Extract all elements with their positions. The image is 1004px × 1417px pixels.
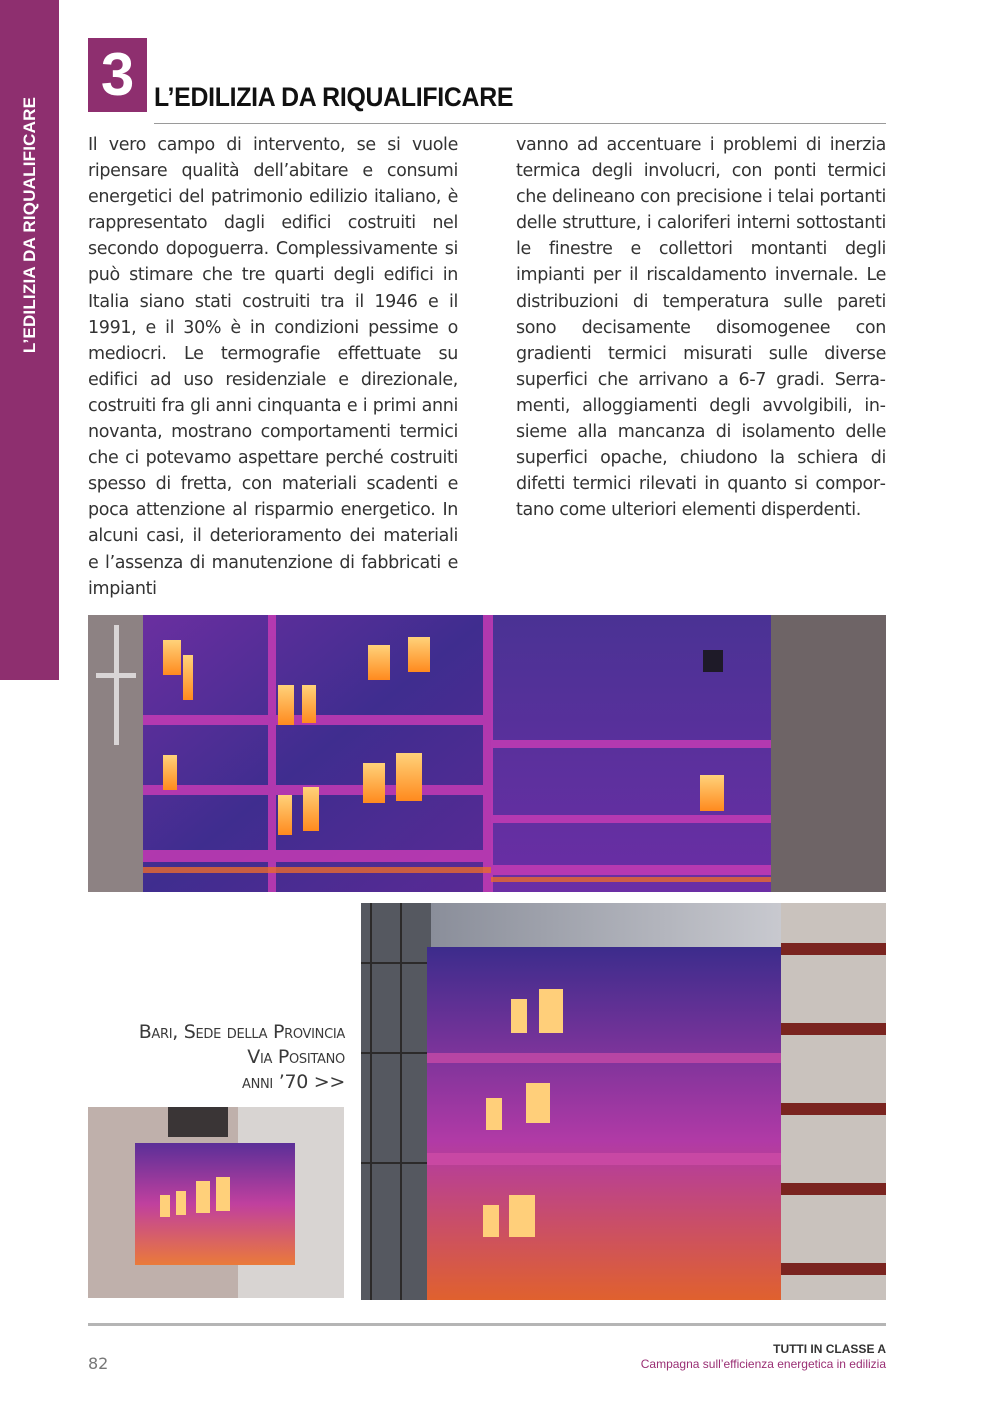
- body-text-left-column: Il vero campo di intervento, se si vuole ripensare qualità dell’abitare e consumi energetici del patrimonio edilizio italiano, è rappresentato dagli edifici costruiti nel secondo dopoguerra. Complessivamente si può stimare che tre quarti degli edifici in Italia siano stati costruiti tra il 1946 e il 1991, e il 30% è in condizioni pessime o mediocri. Le termografie effettuate su edifici ad uso residenziale e direzionale, costruiti fra gli anni cinquanta e i primi anni novanta, mostrano comportamenti termici che ci potevamo aspettare perché costruiti spesso di fretta, con materiali scadenti e poca attenzione al risparmio energetico. In alcuni casi, il deterioramento dei materiali e l’assenza di manutenzione di fabbricati e impianti: [88, 135, 458, 599]
- photo-caption: [139, 1020, 345, 1095]
- thermal-photo-right: [361, 903, 886, 1300]
- thermal-photo-small: [88, 1107, 344, 1298]
- footer-publication-subtitle: Campagna sull’efficienza energetica in edilizia: [640, 1357, 886, 1371]
- footer-publication-title: TUTTI IN CLASSE A: [773, 1342, 886, 1356]
- caption-line-1: Bari, Sede della Provincia: [138, 1021, 345, 1043]
- caption-line-3: anni ’70 >>: [241, 1071, 345, 1093]
- page-title: L’EDILIZIA DA RIQUALIFICARE: [154, 82, 514, 112]
- title-divider: [154, 123, 886, 124]
- sidebar-label: L’EDILIZIA DA RIQUALIFICARE: [20, 96, 39, 354]
- caption-line-2: Via Positano: [247, 1046, 345, 1068]
- body-text-right-column: vanno ad accentuare i problemi di inerzia termica degli involucri, con ponti termici che delineano con precisione i telai portanti delle strutture, i caloriferi interni sottostanti le finestre e collettori montanti degli impianti per il riscaldamento invernale. Le distribuzioni di temperatura sulle pareti sono decisamente disomogenee con gradienti termici misurati sulle diverse superfici che arrivano a 6-7 gradi. Serramenti, alloggiamenti degli avvolgibili, insieme alla mancanza di isolamento delle superfici opache, chiudono la schiera di difetti termici rilevati in quanto si comportano come ulteriori elementi disperdenti.: [516, 135, 886, 521]
- chapter-number: 3: [88, 38, 147, 112]
- sidebar-tab: [0, 0, 59, 680]
- page-number: 82: [88, 1354, 109, 1373]
- thermal-photo-main: [88, 615, 886, 892]
- footer-divider: [88, 1323, 886, 1326]
